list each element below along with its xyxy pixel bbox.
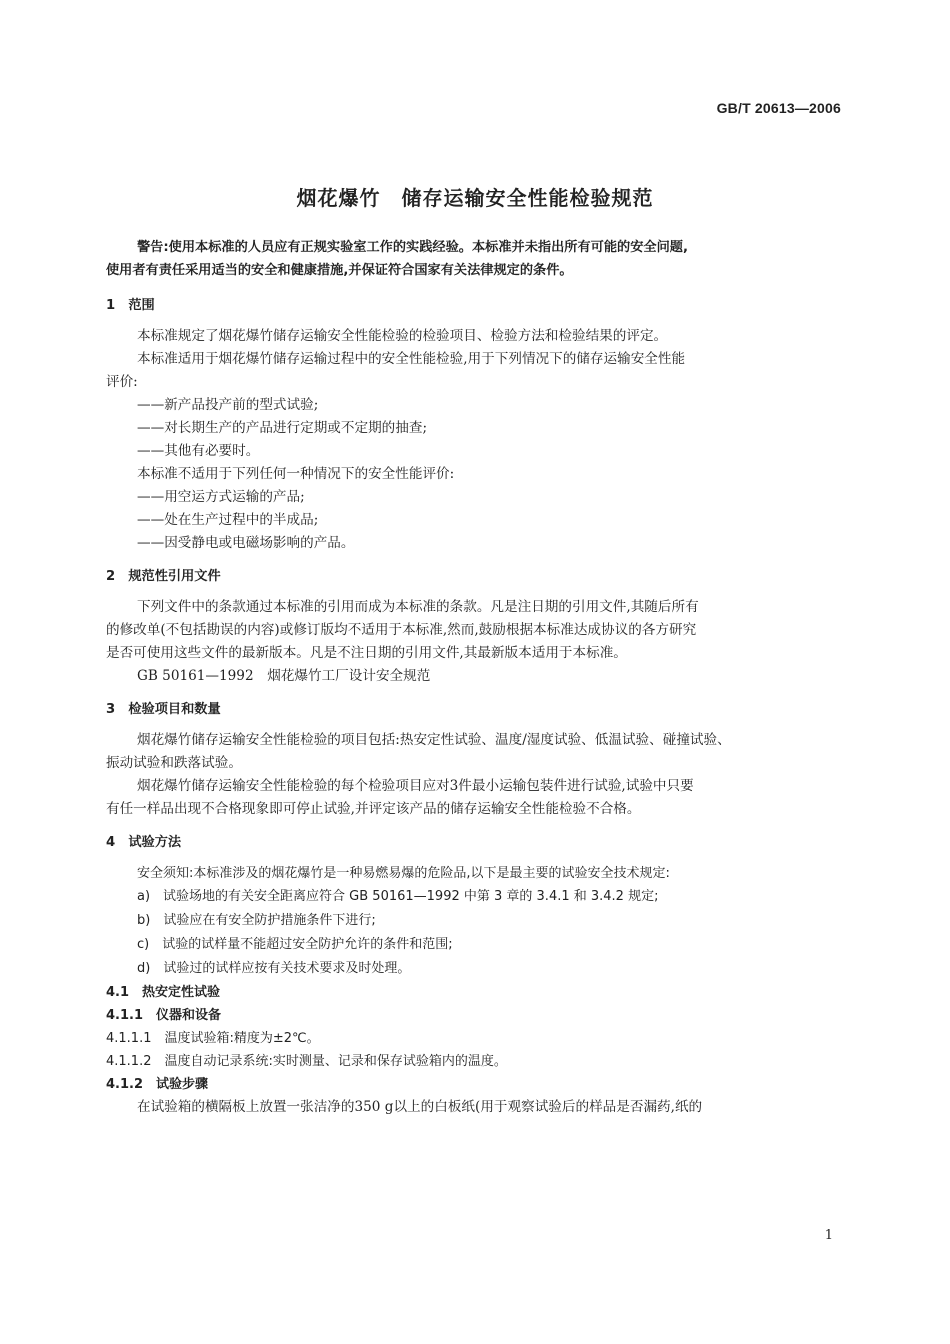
paragraph-line: 振动试验和跌落试验。 bbox=[106, 755, 242, 771]
list-item: ——新产品投产前的型式试验; bbox=[137, 397, 319, 413]
section-heading: 1 范围 bbox=[106, 298, 155, 313]
section-heading: 2 规范性引用文件 bbox=[106, 569, 221, 584]
list-item: ——其他有必要时。 bbox=[137, 443, 260, 459]
safety-item: d) 试验过的试样应按有关技术要求及时处理。 bbox=[137, 961, 411, 976]
paragraph-line: 本标准不适用于下列任何一种情况下的安全性能评价: bbox=[137, 466, 455, 482]
subsection-heading: 4.1.1 仪器和设备 bbox=[106, 1008, 222, 1023]
paragraph-line: 烟花爆竹储存运输安全性能检验的项目包括:热安定性试验、温度/湿度试验、低温试验、碰撞试验、 bbox=[137, 732, 731, 748]
section-heading: 4 试验方法 bbox=[106, 835, 182, 850]
paragraph-line: 的修改单(不包括勘误的内容)或修订版均不适用于本标准,然而,鼓励根据本标准达成协议的各方研究 bbox=[106, 622, 697, 638]
document-title: 烟花爆竹 储存运输安全性能检验规范 bbox=[296, 186, 654, 210]
paragraph-line: 本标准适用于烟花爆竹储存运输过程中的安全性能检验,用于下列情况下的储存运输安全性能 bbox=[137, 351, 686, 367]
subsection-heading: 4.1.2 试验步骤 bbox=[106, 1077, 209, 1092]
list-item: ——对长期生产的产品进行定期或不定期的抽查; bbox=[137, 420, 428, 436]
warning-line: 使用者有责任采用适当的安全和健康措施,并保证符合国家有关法律规定的条件。 bbox=[106, 263, 573, 278]
clause: 4.1.1.1 温度试验箱:精度为±2℃。 bbox=[106, 1031, 320, 1046]
paragraph-line: 烟花爆竹储存运输安全性能检验的每个检验项目应对3件最小运输包装件进行试验,试验中只要 bbox=[137, 778, 694, 794]
reference-entry: GB 50161—1992 烟花爆竹工厂设计安全规范 bbox=[137, 668, 431, 684]
list-item: ——因受静电或电磁场影响的产品。 bbox=[137, 535, 355, 551]
paragraph-line: 评价: bbox=[106, 374, 138, 390]
section-heading: 3 检验项目和数量 bbox=[106, 702, 221, 717]
safety-intro: 安全须知:本标准涉及的烟花爆竹是一种易燃易爆的危险品,以下是最主要的试验安全技术规定: bbox=[137, 866, 670, 881]
paragraph-line: 是否可使用这些文件的最新版本。凡是不注日期的引用文件,其最新版本适用于本标准。 bbox=[106, 645, 627, 661]
paragraph-line: 本标准规定了烟花爆竹储存运输安全性能检验的检验项目、检验方法和检验结果的评定。 bbox=[137, 328, 668, 344]
subsection-heading: 4.1 热安定性试验 bbox=[106, 985, 221, 1000]
document-body bbox=[106, 236, 844, 1119]
clause: 4.1.1.2 温度自动记录系统:实时测量、记录和保存试验箱内的温度。 bbox=[106, 1054, 507, 1069]
safety-item: b) 试验应在有安全防护措施条件下进行; bbox=[137, 913, 376, 928]
safety-item: a) 试验场地的有关安全距离应符合 GB 50161—1992 中第 3 章的 3.4.1 和 3.4.2 规定; bbox=[137, 889, 659, 904]
warning-line: 警告:使用本标准的人员应有正规实验室工作的实践经验。本标准并未指出所有可能的安全问题, bbox=[137, 240, 688, 255]
paragraph-line: 下列文件中的条款通过本标准的引用而成为本标准的条款。凡是注日期的引用文件,其随后所有 bbox=[137, 599, 699, 615]
list-item: ——处在生产过程中的半成品; bbox=[137, 512, 319, 528]
page-number: 1 bbox=[824, 1228, 833, 1243]
paragraph-line: 在试验箱的横隔板上放置一张洁净的350 g以上的白板纸(用于观察试验后的样品是否漏药,纸的 bbox=[137, 1099, 703, 1115]
safety-item: c) 试验的试样量不能超过安全防护允许的条件和范围; bbox=[137, 937, 453, 952]
standard-number: GB/T 20613—2006 bbox=[716, 100, 841, 116]
paragraph-line: 有任一样品出现不合格现象即可停止试验,并评定该产品的储存运输安全性能检验不合格。 bbox=[106, 801, 641, 817]
list-item: ——用空运方式运输的产品; bbox=[137, 489, 305, 505]
